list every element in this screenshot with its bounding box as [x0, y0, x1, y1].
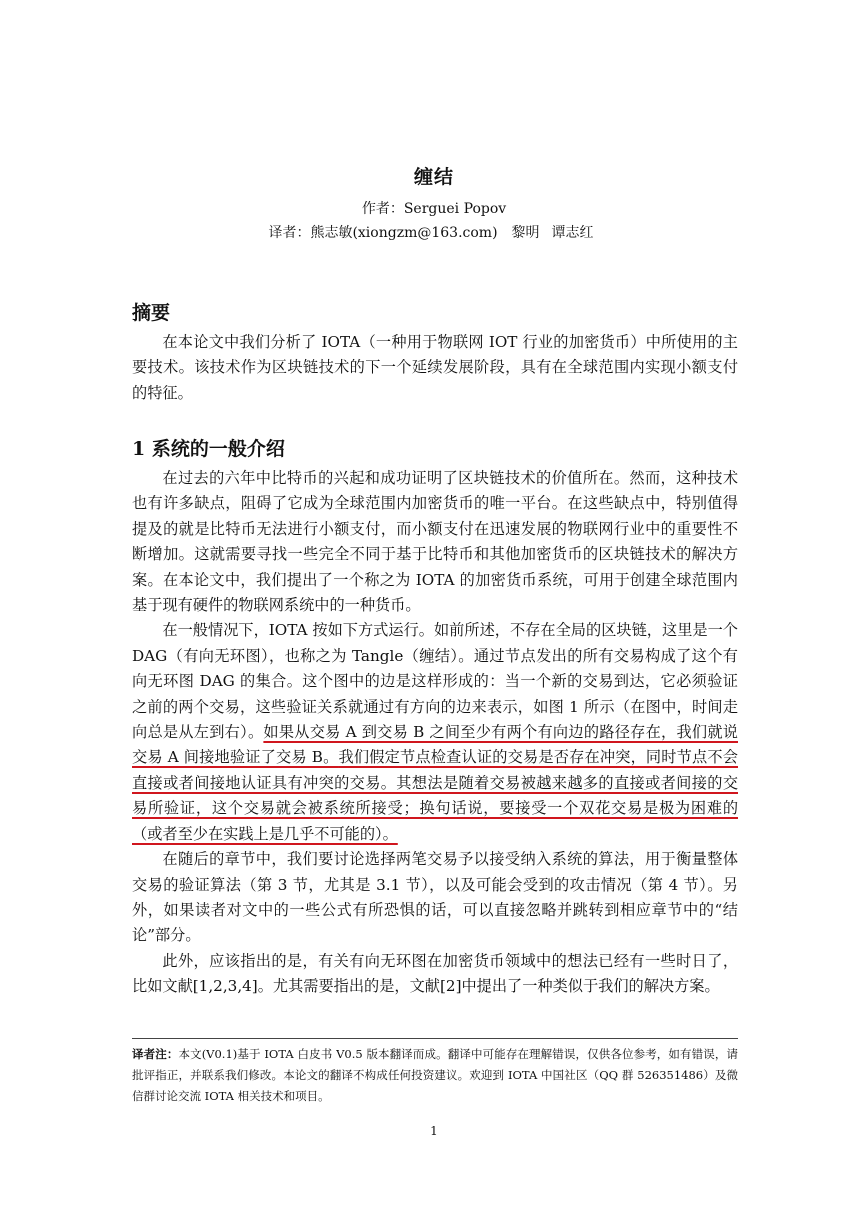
translator-line: [0, 222, 868, 242]
author-line: 作者：Serguei Popov: [361, 201, 507, 217]
translators-label: 译者：: [268, 225, 311, 241]
paragraph-3: 在随后的章节中，我们要讨论选择两笔交易予以接受纳入系统的算法，用于衡量整体交易的验证算法（第 3 节，尤其是 3.1 节），以及可能会受到的攻击情况（第 4 节）。另外，如果读者对文中的一些公式有所恐惧的话，可以直接忽略并跳转到相应章节中的“结论”部分。: [132, 850, 738, 945]
translator-2: 黎明: [511, 225, 540, 241]
abstract-body: [132, 330, 738, 406]
page-number: 1: [430, 1124, 438, 1138]
paragraph-2-part-a: 在一般情况下，IOTA 按如下方式运行。如前所述，不存在全局的区块链，这里是一个 DAG（有向无环图），也称之为 Tangle（缠结）。通过节点发出的所有交易构成了这个有向无环图 DAG 的集合。这个图中的边是这样形成的：当一个新的交易到达，它必须验证之前的两个交易，这些验证关系就通过有方向的边来表示，如图 1 所示（在图中，时间走向总是从左到右）。: [132, 621, 738, 742]
footnote-divider: [132, 1038, 738, 1039]
translator-note-text: 本文(V0.1)基于 IOTA 白皮书 V0.5 版本翻译而成。翻译中可能存在理解错误，仅供各位参考，如有错误，请批评指正，并联系我们修改。本论文的翻译不构成任何投资建议。欢迎到 IOTA 中国社区（QQ 群 526351486）及微信群讨论交流 IOTA 相关技术和项目。: [132, 1047, 738, 1103]
paper-title: 缠结: [413, 166, 454, 188]
translator-1: 熊志敏(xiongzm@163.com): [310, 225, 498, 241]
highlighted-sentence: 如果从交易 A 到交易 B 之间至少有两个有向边的路径存在，我们就说交易 A 间接地验证了交易 B。: [132, 723, 738, 767]
translator-note: [132, 1044, 738, 1107]
paragraph-2: [132, 618, 738, 847]
highlighted-passage: 我们假定节点检查认证的交易是否存在冲突，同时节点不会直接或者间接地认证具有冲突的交易。其想法是随着交易被越来越多的直接或者间接的交易所验证，这个交易就会被系统所接受；换句话说，要接受一个双花交易是极为困难的（或者至少在实践上是几乎不可能的）。: [132, 748, 738, 843]
abstract-paragraph: 在本论文中我们分析了 IOTA（一种用于物联网 IOT 行业的加密货币）中所使用的主要技术。该技术作为区块链技术的下一个延续发展阶段，具有在全球范围内实现小额支付的特征。: [132, 333, 738, 402]
paragraph-1: 在过去的六年中比特币的兴起和成功证明了区块链技术的价值所在。然而，这种技术也有许多缺点，阻碍了它成为全球范围内加密货币的唯一平台。在这些缺点中，特别值得提及的就是比特币无法进行小额支付，而小额支付在迅速发展的物联网行业中的重要性不断增加。这就需要寻找一些完全不同于基于比特币和其他加密货币的区块链技术的解决方案。在本论文中，我们提出了一个称之为 IOTA 的加密货币系统，可用于创建全球范围内基于现有硬件的物联网系统中的一种货币。: [132, 469, 738, 615]
translator-note-label: 译者注：: [132, 1047, 179, 1061]
abstract-heading: 摘要: [132, 302, 171, 324]
section-1-body: [132, 466, 738, 1000]
paragraph-4: 此外，应该指出的是，有关有向无环图在加密货币领域中的想法已经有一些时日了，比如文献[1,2,3,4]。尤其需要指出的是，文献[2]中提出了一种类似于我们的解决方案。: [132, 951, 738, 996]
translator-3: 谭志红: [551, 225, 594, 241]
section-1-heading: 1 系统的一般介绍: [132, 438, 285, 460]
